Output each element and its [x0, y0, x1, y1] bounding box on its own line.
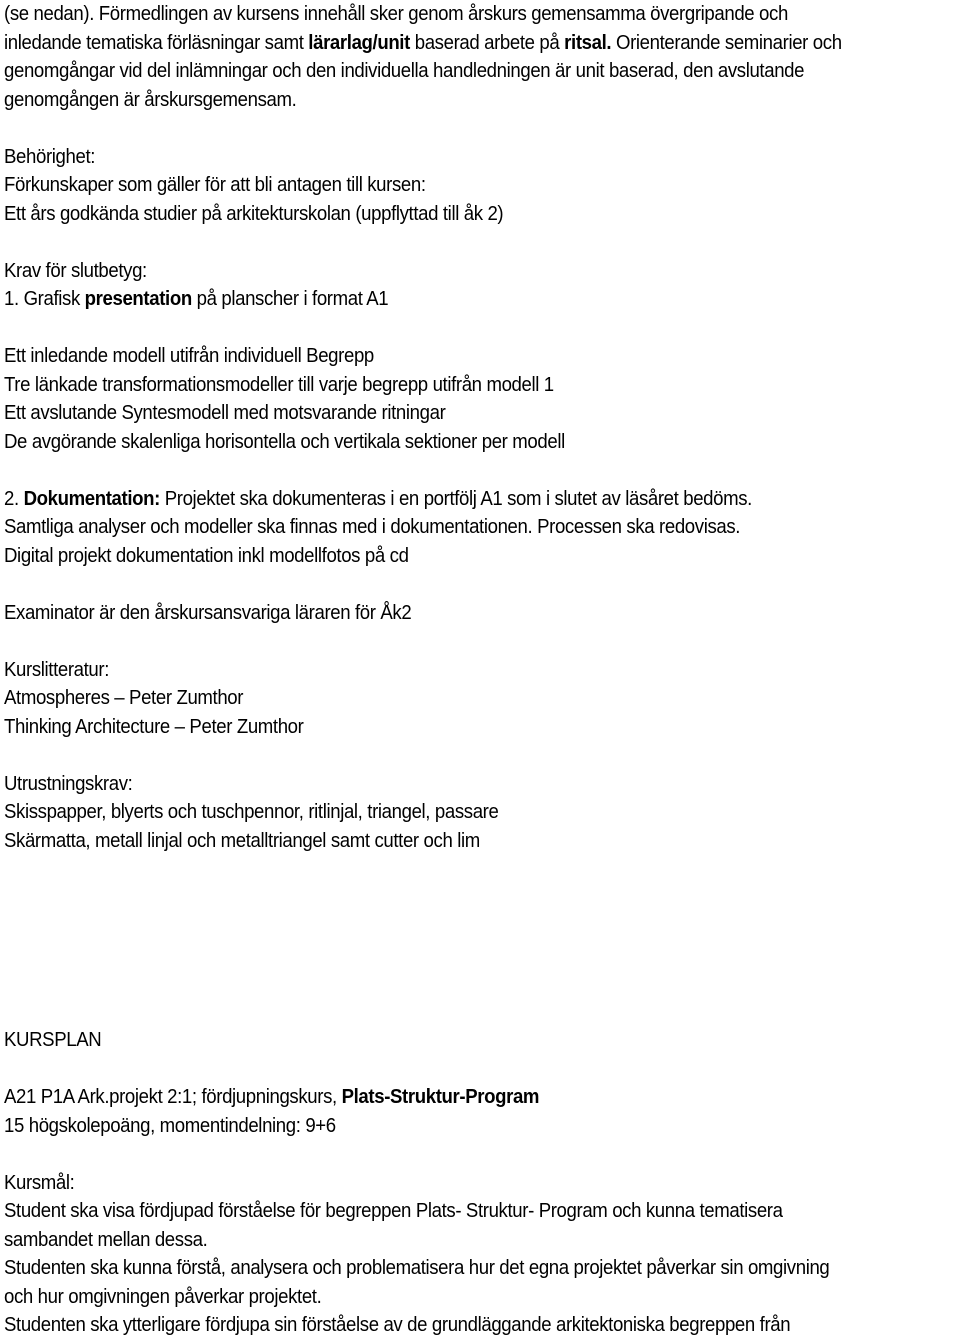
- kursplan-text: A21 P1A Ark.projekt 2:1; fördjupningskurs,: [4, 1086, 342, 1108]
- behorighet-heading: Behörighet:: [4, 145, 96, 168]
- krav-text: 2.: [4, 487, 24, 510]
- krav-bold-term: Dokumentation:: [23, 487, 160, 510]
- krav-text: på planscher i format A1: [191, 288, 389, 310]
- intro-text: inledande tematiska förläsningar samt: [4, 31, 309, 54]
- krav-item: Ett inledande modell utifrån individuell Begrepp: [4, 345, 374, 367]
- krav-point-1: [4, 285, 956, 314]
- kursplan-course-line: [4, 1083, 956, 1112]
- litteratur-heading: Kurslitteratur:: [4, 658, 110, 681]
- kursmal-heading: Kursmål:: [4, 1171, 75, 1194]
- krav-item: Ett avslutande Syntesmodell med motsvarande ritningar: [4, 402, 446, 424]
- litteratur-item: Atmospheres – Peter Zumthor: [4, 687, 244, 709]
- intro-text: Orienterande seminarier och: [611, 31, 842, 54]
- kursplan-course-title: Plats-Struktur-Program: [341, 1086, 540, 1108]
- intro-line-4: genomgången är årskursgemensam.: [4, 88, 297, 111]
- intro-bold-term: ritsal.: [564, 31, 612, 54]
- krav-point-2-line-2: Samtliga analyser och modeller ska finnas med i dokumentationen. Processen ska redovisas.: [4, 516, 741, 538]
- kursmal-line: och hur omgivningen påverkar projektet.: [4, 1285, 322, 1308]
- kursplan-credits-line: 15 högskolepoäng, momentindelning: 9+6: [4, 1114, 336, 1137]
- intro-line-2: [4, 29, 956, 58]
- krav-item: Tre länkade transformationsmodeller till varje begrepp utifrån modell 1: [4, 373, 554, 396]
- kursmal-line: Studenten ska kunna förstå, analysera och problematisera hur det egna projektet påverkar sin omgivning: [4, 1257, 830, 1279]
- krav-heading: Krav för slutbetyg:: [4, 259, 147, 282]
- intro-text: baserad arbete på: [409, 31, 565, 54]
- utrustning-heading: Utrustningskrav:: [4, 772, 133, 795]
- intro-line-3: genomgångar vid del inlämningar och den individuella handledningen är unit baserad, den avslutande: [4, 60, 805, 82]
- kursmal-line: Student ska visa fördjupad förståelse för begreppen Plats- Struktur- Program och kunna tematisera: [4, 1200, 783, 1222]
- krav-text: 1. Grafisk: [4, 288, 85, 310]
- behorighet-line-2: Ett års godkända studier på arkitekturskolan (uppflyttad till åk 2): [4, 202, 504, 225]
- kursmal-line: Studenten ska ytterligare fördjupa sin förståelse av de grundläggande arkitektoniska begreppen från: [4, 1314, 791, 1336]
- intro-bold-term: lärarlag/unit: [308, 31, 410, 54]
- krav-text: Projektet ska dokumenteras i en portfölj A1 som i slutet av läsåret bedöms.: [159, 487, 752, 510]
- utrustning-item: Skärmatta, metall linjal och metalltriangel samt cutter och lim: [4, 829, 480, 852]
- litteratur-item: Thinking Architecture – Peter Zumthor: [4, 715, 304, 738]
- krav-item: De avgörande skalenliga horisontella och vertikala sektioner per modell: [4, 430, 565, 453]
- utrustning-item: Skisspapper, blyerts och tuschpennor, ritlinjal, triangel, passare: [4, 801, 499, 823]
- examinator-line: Examinator är den årskursansvariga läraren för Åk2: [4, 601, 412, 624]
- kursmal-line: sambandet mellan dessa.: [4, 1228, 208, 1251]
- behorighet-line-1: Förkunskaper som gäller för att bli antagen till kursen:: [4, 174, 426, 196]
- kursplan-heading: KURSPLAN: [4, 1029, 102, 1051]
- intro-line-1: (se nedan). Förmedlingen av kursens innehåll sker genom årskurs gemensamma övergripande och: [4, 3, 788, 25]
- krav-point-2: [4, 485, 956, 514]
- krav-bold-term: presentation: [84, 288, 192, 310]
- document-page: [4, 0, 956, 1340]
- krav-point-2-line-3: Digital projekt dokumentation inkl modellfotos på cd: [4, 544, 409, 567]
